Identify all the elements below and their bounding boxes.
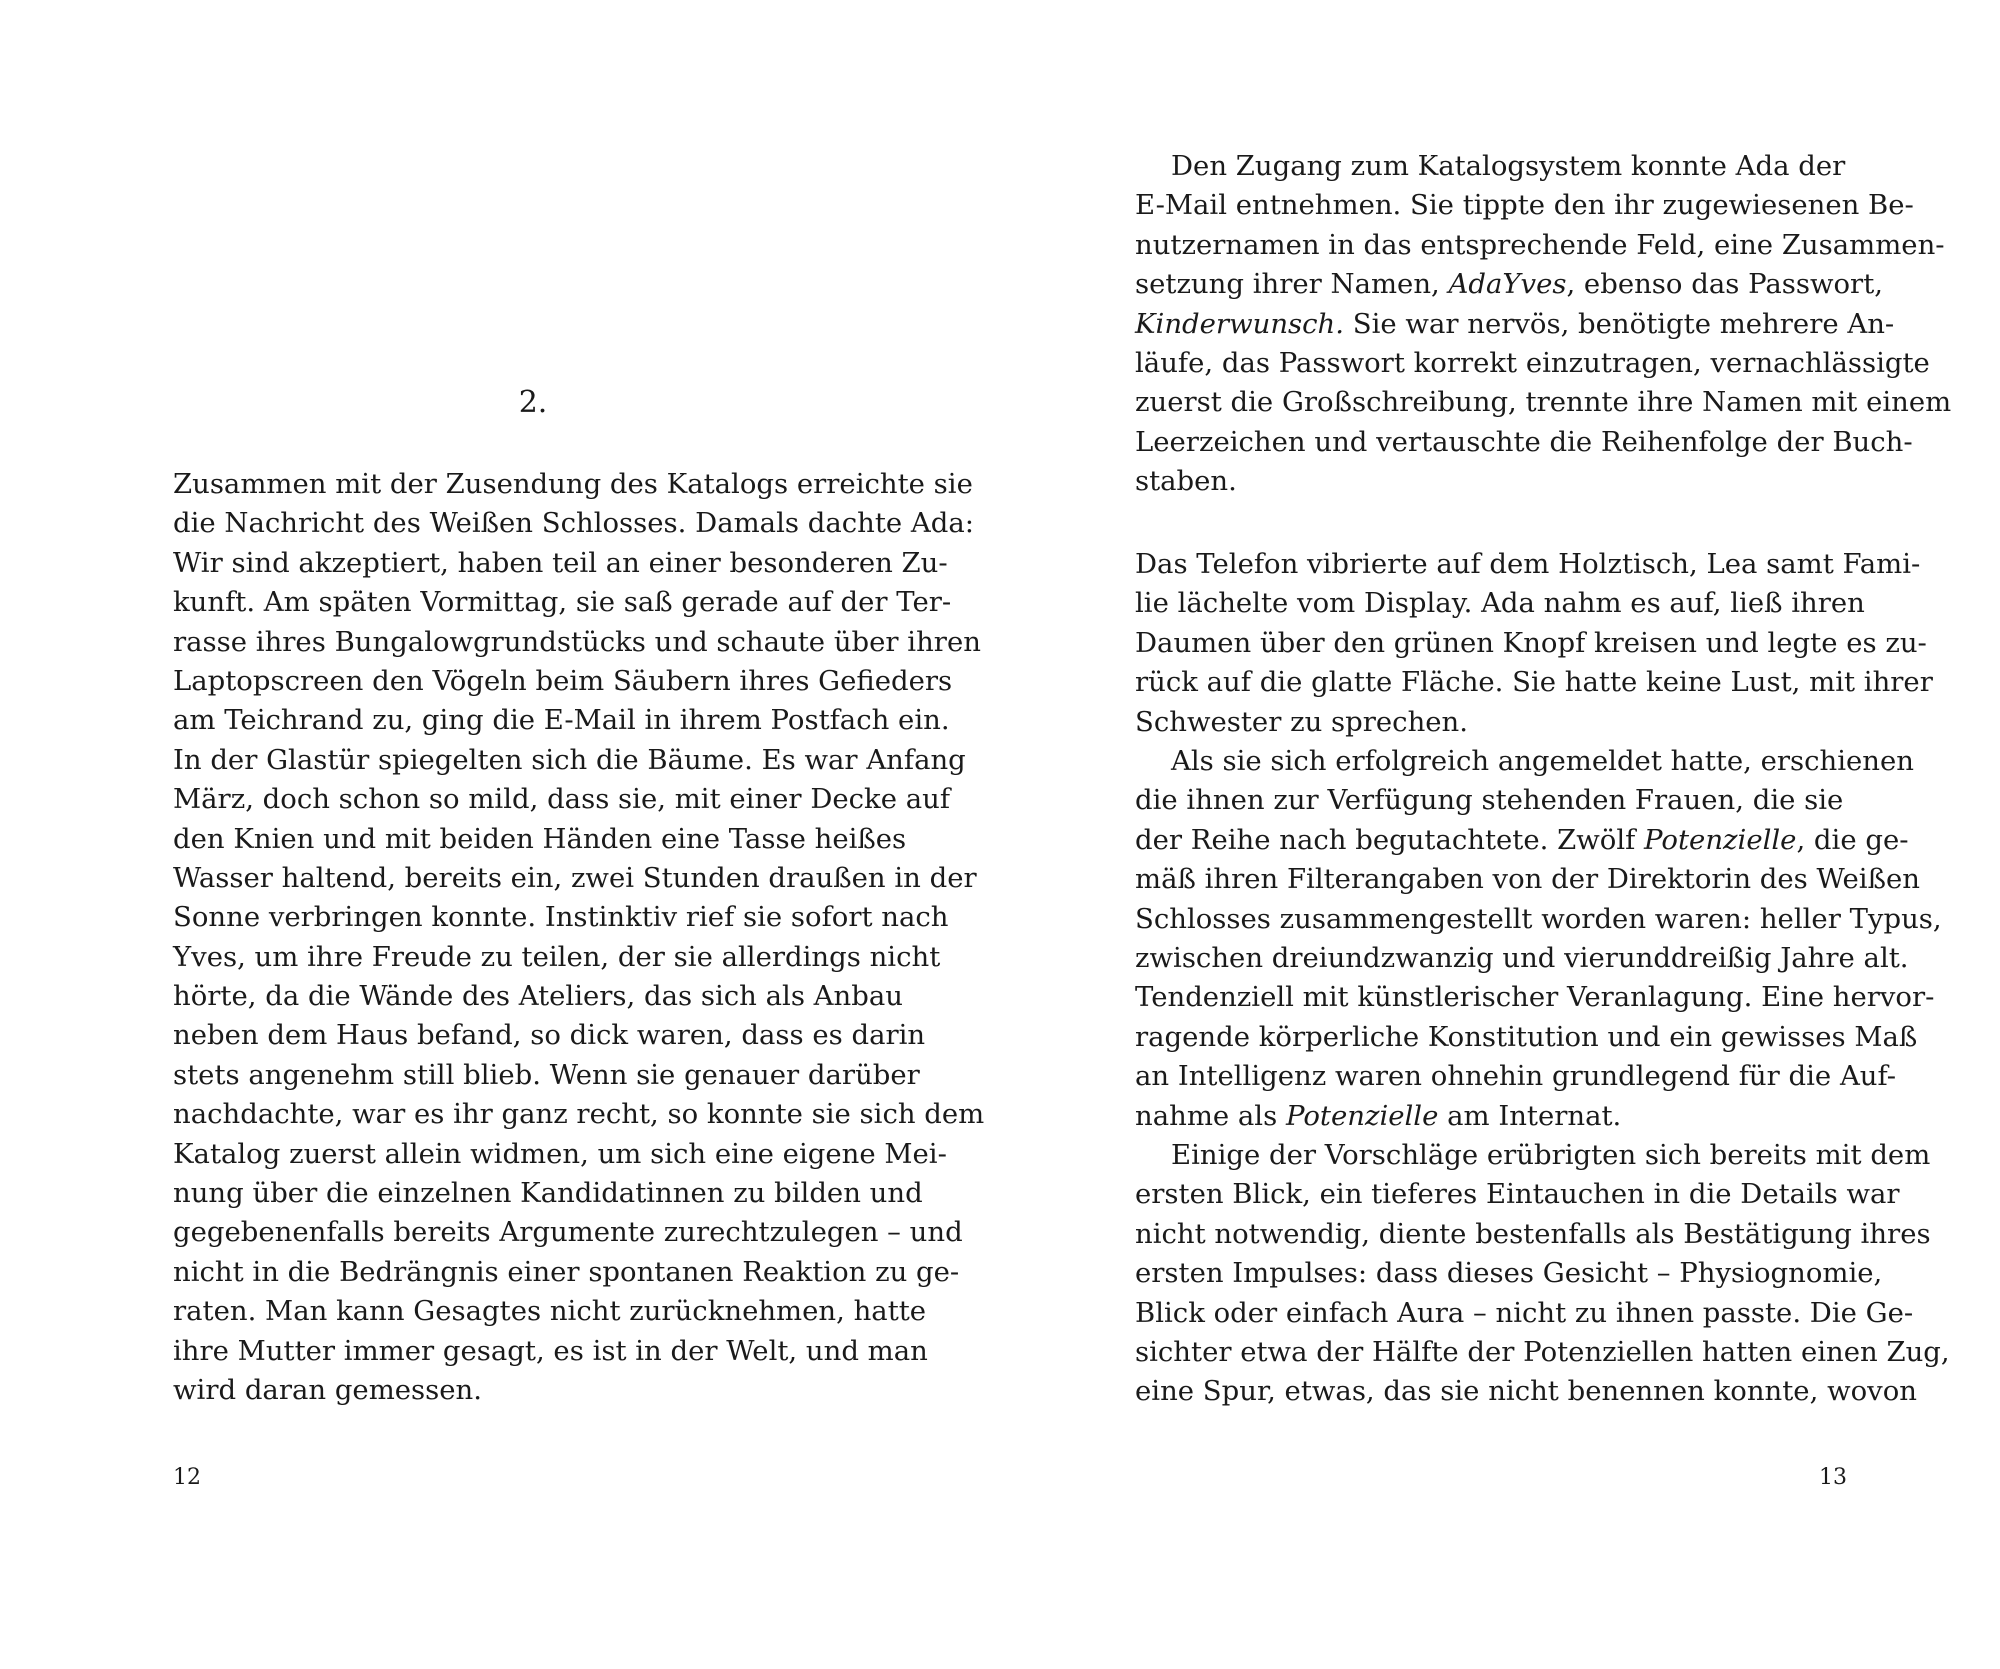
text-line: Wasser haltend, bereits ein, zwei Stunden draußen in der — [173, 861, 977, 894]
text-line: Yves, um ihre Freude zu teilen, der sie allerdings nicht — [173, 940, 941, 973]
text-line: eine Spur, etwas, das sie nicht benennen konnte, wovon — [1135, 1375, 1917, 1408]
text-line: mäß ihren Filterangaben von der Direktorin des Weißen — [1135, 863, 1920, 896]
chapter-number: 2. — [518, 385, 548, 420]
text-line: die Nachricht des Weißen Schlosses. Damals dachte Ada: — [173, 507, 975, 540]
text-line: Tendenziell mit künstlerischer Veranlagung. Eine hervor- — [1135, 981, 1935, 1014]
text-line: In der Glastür spiegelten sich die Bäume. Es war Anfang — [173, 743, 966, 776]
text-line: den Knien und mit beiden Händen eine Tasse heißes — [173, 822, 907, 855]
text-line: Katalog zuerst allein widmen, um sich eine eigene Mei- — [173, 1137, 947, 1170]
page-number: 12 — [173, 1465, 201, 1490]
text-line: Einige der Vorschläge erübrigten sich bereits mit dem — [1171, 1139, 1931, 1171]
text-line: Blick oder einfach Aura – nicht zu ihnen passte. Die Ge- — [1135, 1296, 1914, 1329]
italic-term: Potenzielle — [1644, 823, 1797, 856]
right-paragraph-4 — [1135, 1136, 1950, 1412]
text-line: am Teichrand zu, ging die E-Mail in ihrem Postfach ein. — [173, 704, 950, 737]
text-fragment: , die ge- — [1796, 823, 1909, 856]
text-fragment: Sie war nervös, benötigte mehrere An- — [1344, 307, 1895, 340]
text-line: ihre Mutter immer gesagt, es ist in der Welt, und man — [173, 1334, 928, 1367]
text-line: nung über die einzelnen Kandidatinnen zu bilden und — [173, 1177, 923, 1210]
text-line: E-Mail entnehmen. Sie tippte den ihr zugewiesenen Be- — [1135, 189, 1914, 222]
text-line: Leerzeichen und vertauschte die Reihenfolge der Buch- — [1135, 425, 1913, 458]
right-paragraph-1 — [1135, 147, 1952, 502]
italic-username: AdaYves — [1448, 268, 1567, 301]
text-line: rasse ihres Bungalowgrundstücks und schaute über ihren — [173, 625, 981, 658]
right-page — [1135, 0, 1952, 1669]
text-line: ersten Blick, ein tieferes Eintauchen in die Details war — [1135, 1178, 1900, 1211]
right-paragraph-3 — [1135, 742, 1942, 1136]
text-line: Zusammen mit der Zusendung des Katalogs erreichte sie — [173, 468, 973, 500]
text-line: März, doch schon so mild, dass sie, mit einer Decke auf — [173, 783, 951, 816]
text-fragment: nahme als — [1135, 1099, 1286, 1132]
text-line: Als sie sich erfolgreich angemeldet hatte, erschienen — [1171, 745, 1914, 777]
text-line: ersten Impulses: dass dieses Gesicht – Physiognomie, — [1135, 1257, 1883, 1290]
text-line: nicht in die Bedrängnis einer spontanen Reaktion zu ge- — [173, 1255, 960, 1288]
text-line: zwischen dreiundzwanzig und vierunddreißig Jahre alt. — [1135, 941, 1909, 974]
text-line: läufe, das Passwort korrekt einzutragen, vernachlässigte — [1135, 346, 1930, 379]
text-fragment: der Reihe nach begutachtete. Zwölf — [1135, 823, 1645, 856]
text-line: Schlosses zusammengestellt worden waren: heller Typus, — [1135, 902, 1942, 935]
text-line: die ihnen zur Verfügung stehenden Frauen, die sie — [1135, 784, 1844, 817]
text-line: nicht notwendig, diente bestenfalls als Bestätigung ihres — [1135, 1217, 1931, 1250]
right-paragraph-2 — [1135, 545, 1933, 742]
text-fragment: , ebenso das Passwort, — [1566, 268, 1883, 301]
text-line: sichter etwa der Hälfte der Potenziellen hatten einen Zug, — [1135, 1335, 1950, 1368]
text-line: nachdachte, war es ihr ganz recht, so konnte sie sich dem — [173, 1098, 985, 1131]
text-line: Den Zugang zum Katalogsystem konnte Ada der — [1171, 150, 1846, 182]
text-line: nutzernamen in das entsprechende Feld, eine Zusammen- — [1135, 228, 1945, 261]
italic-password: Kinderwunsch. — [1135, 307, 1345, 340]
text-line — [1135, 265, 1883, 304]
text-line: ragende körperliche Konstitution und ein gewisses Maß — [1135, 1020, 1918, 1053]
text-fragment: am Internat. — [1438, 1099, 1622, 1132]
left-paragraph — [173, 465, 985, 1410]
text-line: Das Telefon vibrierte auf dem Holztisch, Lea samt Fami- — [1135, 548, 1921, 580]
text-line: stets angenehm still blieb. Wenn sie genauer darüber — [173, 1058, 920, 1091]
text-line: zuerst die Großschreibung, trennte ihre Namen mit einem — [1135, 386, 1952, 419]
text-line — [1135, 305, 1895, 344]
page-number: 13 — [1819, 1465, 1847, 1490]
text-line: Schwester zu sprechen. — [1135, 705, 1469, 738]
text-line — [1135, 821, 1909, 860]
text-line: neben dem Haus befand, so dick waren, dass es darin — [173, 1019, 926, 1052]
text-line: Sonne verbringen konnte. Instinktiv rief sie sofort nach — [173, 901, 949, 934]
text-line: staben. — [1135, 465, 1237, 498]
text-line: gegebenenfalls bereits Argumente zurechtzulegen – und — [173, 1216, 963, 1249]
italic-term: Potenzielle — [1285, 1099, 1439, 1132]
text-fragment: setzung ihrer Namen, — [1135, 268, 1449, 301]
text-line: raten. Man kann Gesagtes nicht zurücknehmen, hatte — [173, 1295, 927, 1328]
text-line: Wir sind akzeptiert, haben teil an einer besonderen Zu- — [173, 546, 948, 579]
left-page — [173, 0, 985, 1669]
text-line: lie lächelte vom Display. Ada nahm es auf, ließ ihren — [1135, 587, 1865, 620]
text-line: wird daran gemessen. — [173, 1373, 482, 1406]
text-line — [1135, 1097, 1847, 1136]
text-line: Laptopscreen den Vögeln beim Säubern ihres Gefieders — [173, 664, 953, 697]
text-line: kunft. Am späten Vormittag, sie saß gerade auf der Ter- — [173, 586, 952, 619]
text-line: an Intelligenz waren ohnehin grundlegend für die Auf- — [1135, 1060, 1897, 1093]
text-line: rück auf die glatte Fläche. Sie hatte keine Lust, mit ihrer — [1135, 666, 1933, 699]
text-line: hörte, da die Wände des Ateliers, das sich als Anbau — [173, 980, 903, 1013]
text-line: Daumen über den grünen Knopf kreisen und legte es zu- — [1135, 626, 1927, 659]
